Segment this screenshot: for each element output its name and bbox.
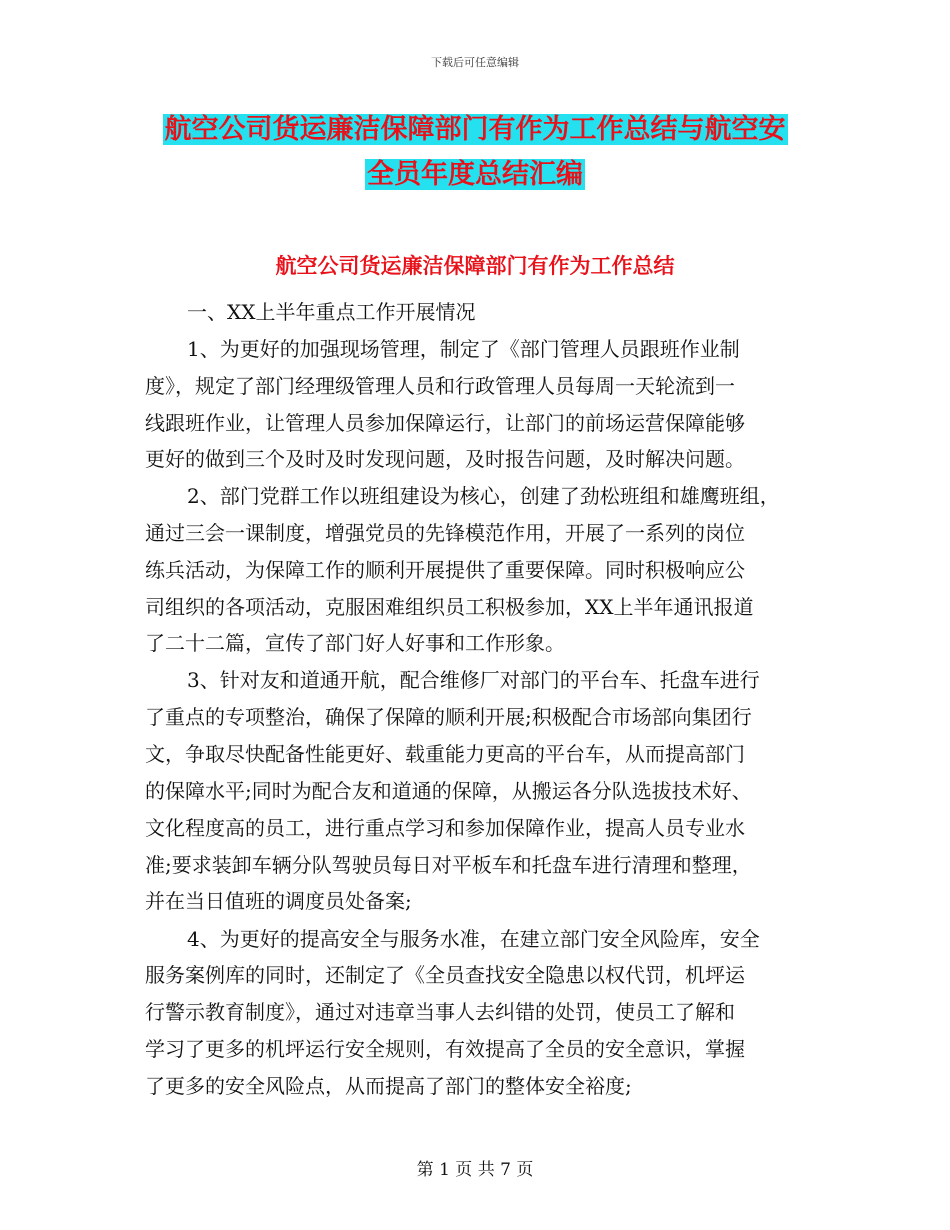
- body-line: 并在当日值班的调度员处备案;: [145, 889, 412, 913]
- main-title-line-1: 航空公司货运廉洁保障部门有作为工作总结与航空安: [164, 114, 786, 145]
- body-line: 练兵活动，为保障工作的顺利开展提供了重要保障。同时积极响应公: [145, 558, 745, 582]
- body-line: 更好的做到三个及时及时发现问题，及时报告问题，及时解决问题。: [145, 447, 745, 471]
- body-line: 2、部门党群工作以班组建设为核心，创建了劲松班组和雄鹰班组，: [187, 484, 780, 508]
- main-title-line-2: 全员年度总结汇编: [367, 159, 583, 190]
- body-line: 文化程度高的员工，进行重点学习和参加保障作业，提高人员专业水: [145, 816, 745, 840]
- body-line: 准;要求装卸车辆分队驾驶员每日对平板车和托盘车进行清理和整理，: [145, 853, 752, 877]
- body-line: 度》，规定了部门经理级管理人员和行政管理人员每周一天轮流到一: [145, 374, 735, 398]
- body-line: 了重点的专项整治，确保了保障的顺利开展;积极配合市场部向集团行: [145, 705, 752, 729]
- body-line: 司组织的各项活动，克服困难组织员工积极参加，XX上半年通讯报道: [145, 595, 754, 619]
- body-line: 3、针对友和道通开航，配合维修厂对部门的平台车、托盘车进行: [187, 668, 760, 692]
- body-line: 服务案例库的同时，还制定了《全员查找安全隐患以权代罚，机坪运: [145, 963, 745, 987]
- body-line: 4、为更好的提高安全与服务水准，在建立部门安全风险库，安全: [187, 927, 760, 951]
- body-line: 了更多的安全风险点，从而提高了部门的整体安全裕度;: [145, 1074, 632, 1098]
- body-line: 1、为更好的加强现场管理，制定了《部门管理人员跟班作业制: [187, 337, 740, 361]
- page-footer: 第 1 页 共 7 页: [416, 1160, 534, 1180]
- body-line: 的保障水平;同时为配合友和道通的保障，从搬运各分队选拔技术好、: [145, 779, 752, 803]
- header-note: 下载后可任意编辑: [431, 56, 519, 69]
- body-line: 行警示教育制度》，通过对违章当事人去纠错的处罚，使员工了解和: [145, 1000, 735, 1024]
- body-line: 文，争取尽快配备性能更好、载重能力更高的平台车，从而提高部门: [145, 742, 745, 766]
- section-title: 航空公司货运廉洁保障部门有作为工作总结: [275, 254, 675, 278]
- body-line: 一、XX上半年重点工作开展情况: [187, 300, 476, 324]
- body-line: 通过三会一课制度，增强党员的先锋模范作用，开展了一系列的岗位: [145, 521, 745, 545]
- body-line: 学习了更多的机坪运行安全规则，有效提高了全员的安全意识，掌握: [145, 1037, 745, 1061]
- body-line: 了二十二篇，宣传了部门好人好事和工作形象。: [145, 631, 565, 655]
- body-line: 线跟班作业，让管理人员参加保障运行，让部门的前场运营保障能够: [145, 411, 745, 435]
